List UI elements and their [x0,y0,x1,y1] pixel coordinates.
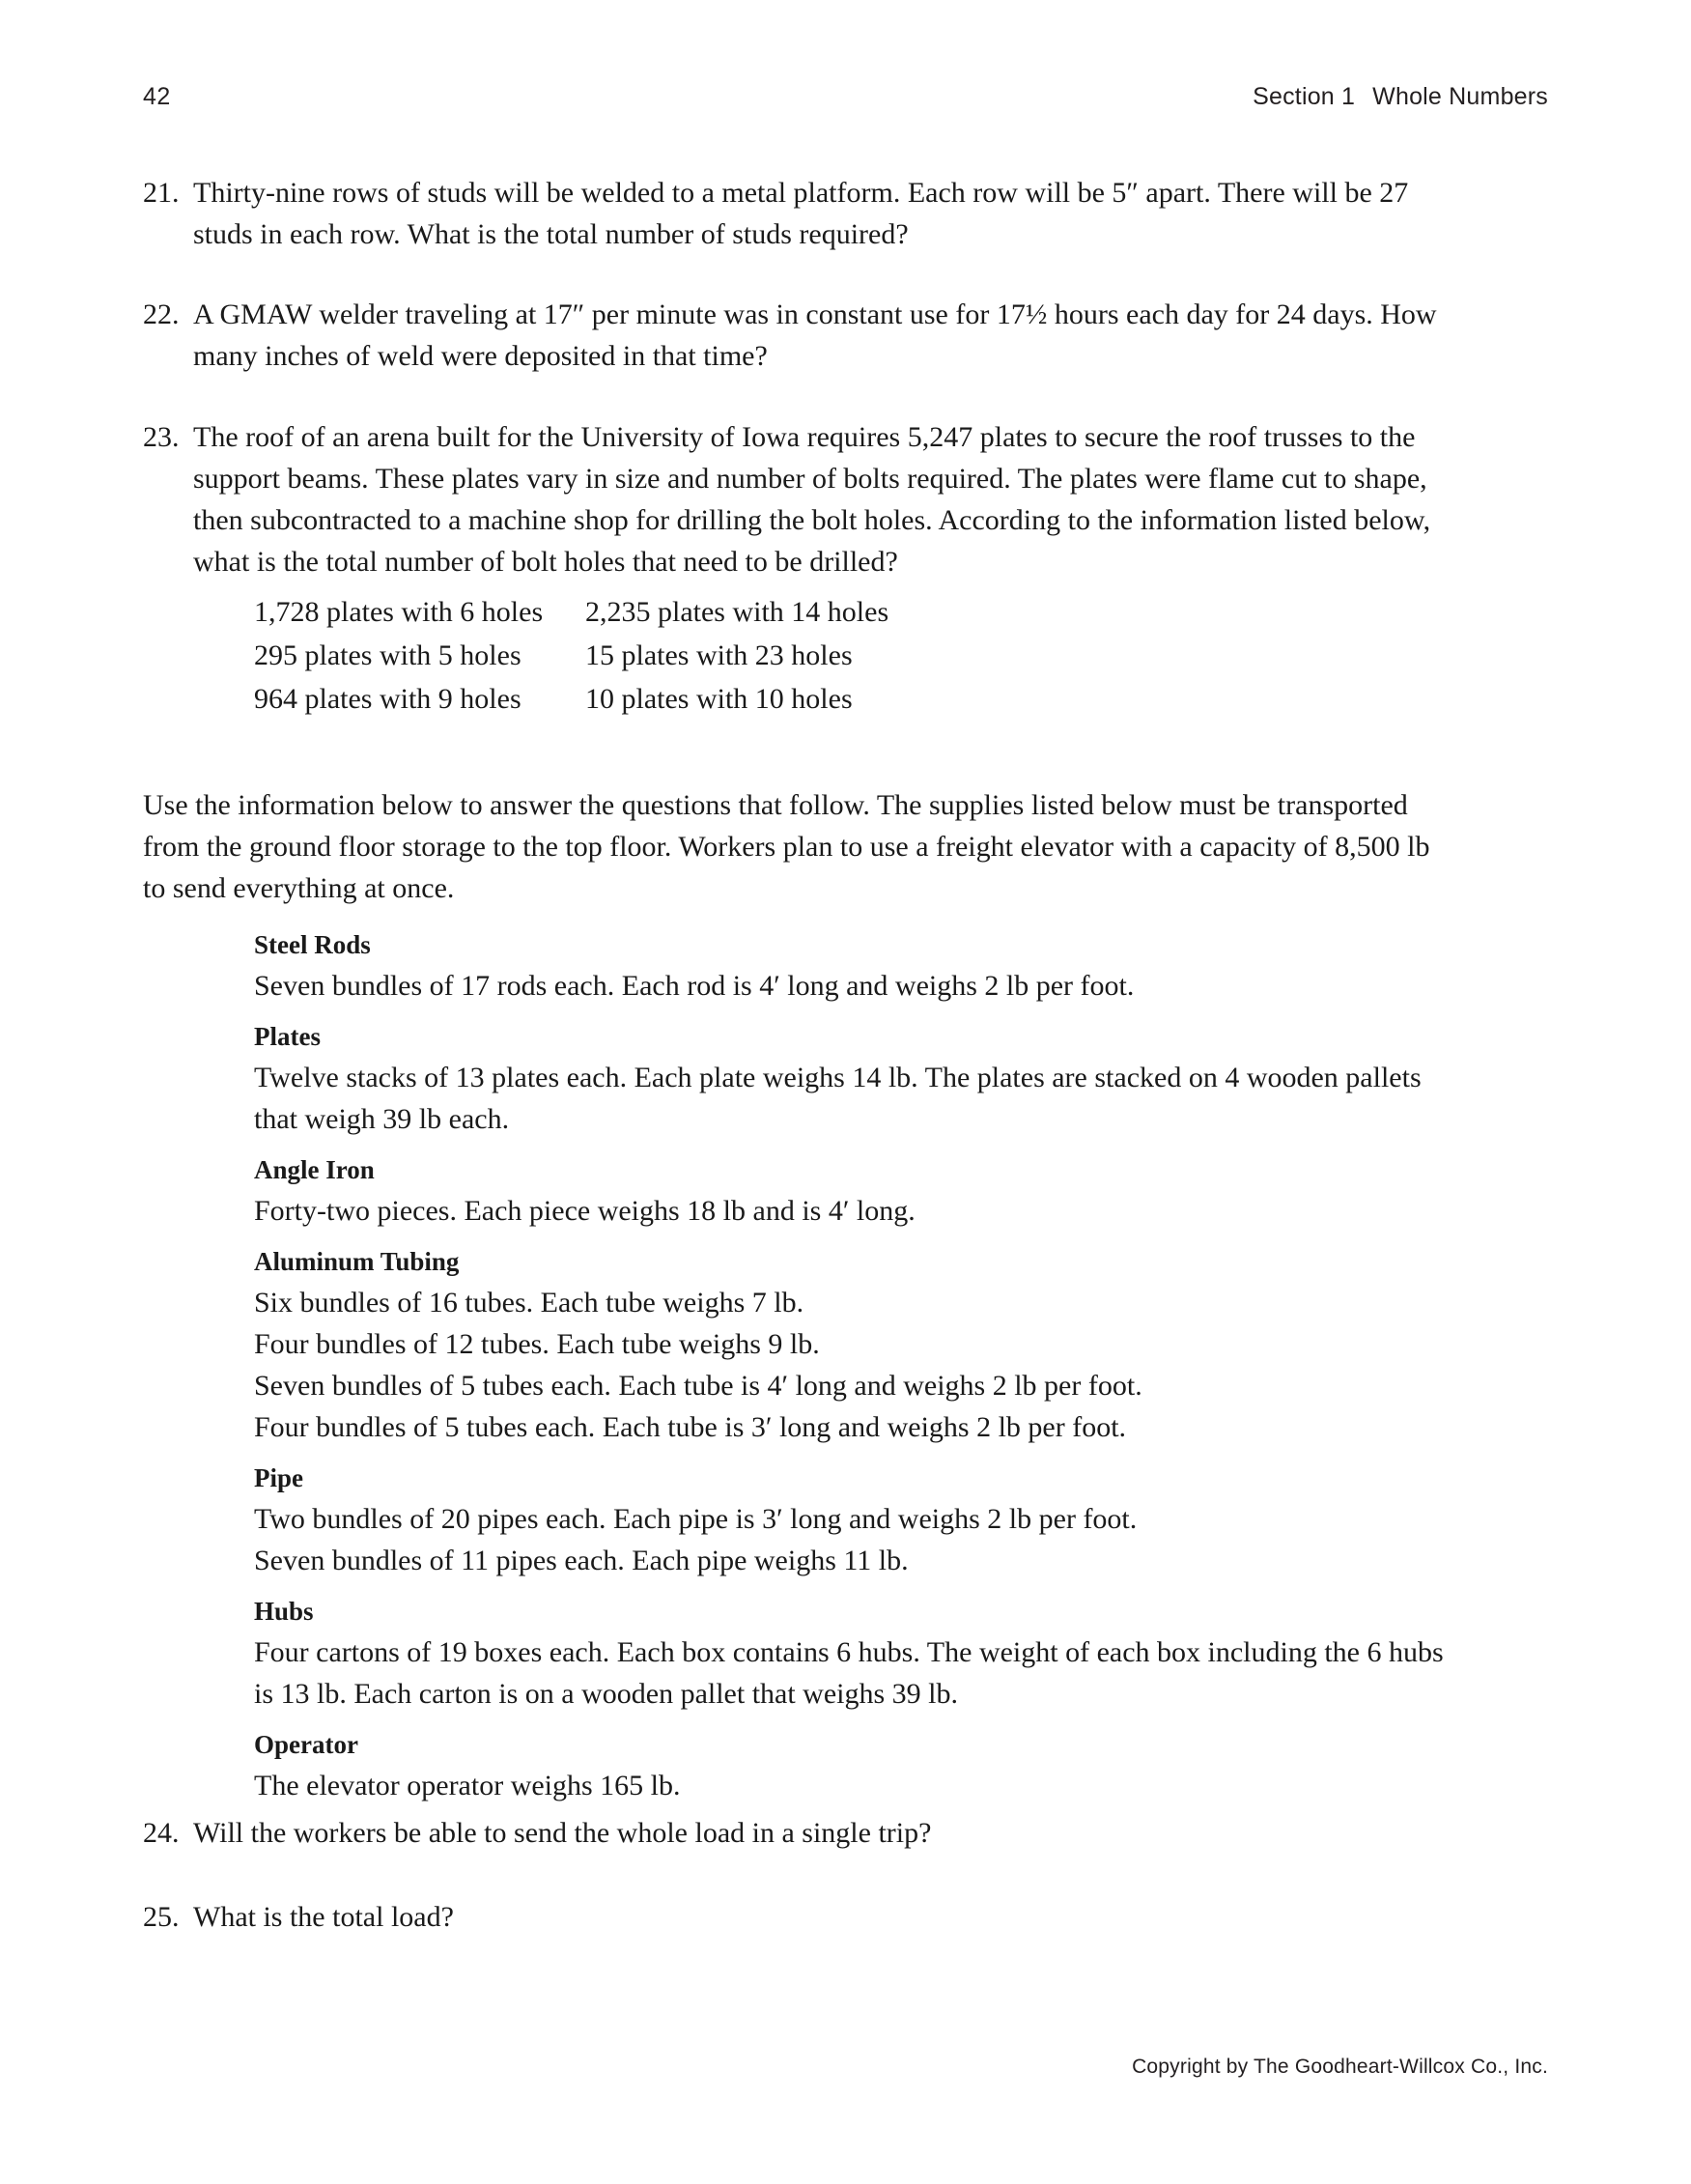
supply-heading-operator: Operator [254,1730,358,1759]
list-item [254,590,1451,634]
plate-entry-left: 295 plates with 5 holes [254,639,521,671]
problem-number: 25. [143,1901,180,1933]
problem-number: 22. [143,298,180,330]
problem-25 [143,1896,1451,1938]
problem-text: Thirty-nine rows of studs will be welded to a metal platform. Each row will be 5″ apart. There will be 27 studs in each row. What is the total number of studs required? [193,177,1409,250]
problem-text: Will the workers be able to send the whole load in a single trip? [193,1817,932,1849]
page-content [143,172,1451,1938]
supply-line: Six bundles of 16 tubes. Each tube weighs 7 lb. [254,1287,804,1319]
plate-hole-list [254,590,1451,721]
supply-heading-pipe: Pipe [254,1463,303,1492]
problem-number: 21. [143,177,180,209]
supply-heading-hubs: Hubs [254,1597,314,1626]
plate-entry-right: 15 plates with 23 holes [585,639,853,671]
problem-23 [143,416,1451,582]
plate-entry-left: 964 plates with 9 holes [254,683,521,715]
section-label: Section 1 [1253,83,1356,110]
running-head [143,83,1548,116]
list-item [254,634,1451,677]
page-number: 42 [143,83,171,110]
problem-21 [143,172,1451,255]
copyright-notice: Copyright by The Goodheart-Willcox Co., Inc. [1132,2056,1548,2078]
supply-line: Four bundles of 12 tubes. Each tube weighs 9 lb. [254,1328,820,1360]
supply-line: Twelve stacks of 13 plates each. Each plate weighs 14 lb. The plates are stacked on 4 wooden pallets that weigh 39 lb each. [254,1062,1422,1135]
supply-line: Forty-two pieces. Each piece weighs 18 lb and is 4′ long. [254,1195,916,1227]
supply-heading-aluminum-tubing: Aluminum Tubing [254,1247,460,1276]
section-title [1253,83,1548,111]
plate-entry-left: 1,728 plates with 6 holes [254,596,544,628]
supply-line: Seven bundles of 5 tubes each. Each tube is 4′ long and weighs 2 lb per foot. [254,1370,1142,1402]
supplies-list [254,924,1451,1806]
section-name: Whole Numbers [1372,83,1548,110]
supply-heading-angle-iron: Angle Iron [254,1155,375,1184]
intro-paragraph: Use the information below to answer the questions that follow. The supplies listed below must be transported from the ground floor storage to the top floor. Workers plan to use a freight elevator with a capacity of 8,500 lb to send everything at once. [143,789,1430,904]
supply-line: Seven bundles of 11 pipes each. Each pipe weighs 11 lb. [254,1545,909,1576]
plate-entry-right: 10 plates with 10 holes [585,683,853,715]
problem-24 [143,1812,1451,1854]
problem-text: What is the total load? [193,1901,454,1933]
supply-line: Two bundles of 20 pipes each. Each pipe is 3′ long and weighs 2 lb per foot. [254,1503,1138,1535]
supply-line: Seven bundles of 17 rods each. Each rod is 4′ long and weighs 2 lb per foot. [254,970,1135,1002]
problem-number: 23. [143,421,180,453]
problem-number: 24. [143,1817,180,1849]
plate-entry-right: 2,235 plates with 14 holes [585,596,889,628]
supply-line: Four bundles of 5 tubes each. Each tube is 3′ long and weighs 2 lb per foot. [254,1411,1127,1443]
problem-22 [143,294,1451,377]
supply-line: The elevator operator weighs 165 lb. [254,1770,681,1801]
problem-text: The roof of an arena built for the University of Iowa requires 5,247 plates to secure the roof trusses to the support beams. These plates vary in size and number of bolts required. The plates were flame cut to shape, then subcontracted to a machine shop for drilling the bolt holes. According to the information listed below, what is the total number of bolt holes that need to be drilled? [193,421,1431,578]
problem-text: A GMAW welder traveling at 17″ per minute was in constant use for 17½ hours each day for 24 days. How many inches of weld were deposited in that time? [193,298,1437,372]
supply-heading-steel-rods: Steel Rods [254,930,371,959]
supply-heading-plates: Plates [254,1022,321,1051]
supply-line: Four cartons of 19 boxes each. Each box contains 6 hubs. The weight of each box including the 6 hubs is 13 lb. Each carton is on a wooden pallet that weighs 39 lb. [254,1636,1444,1710]
list-item [254,677,1451,721]
